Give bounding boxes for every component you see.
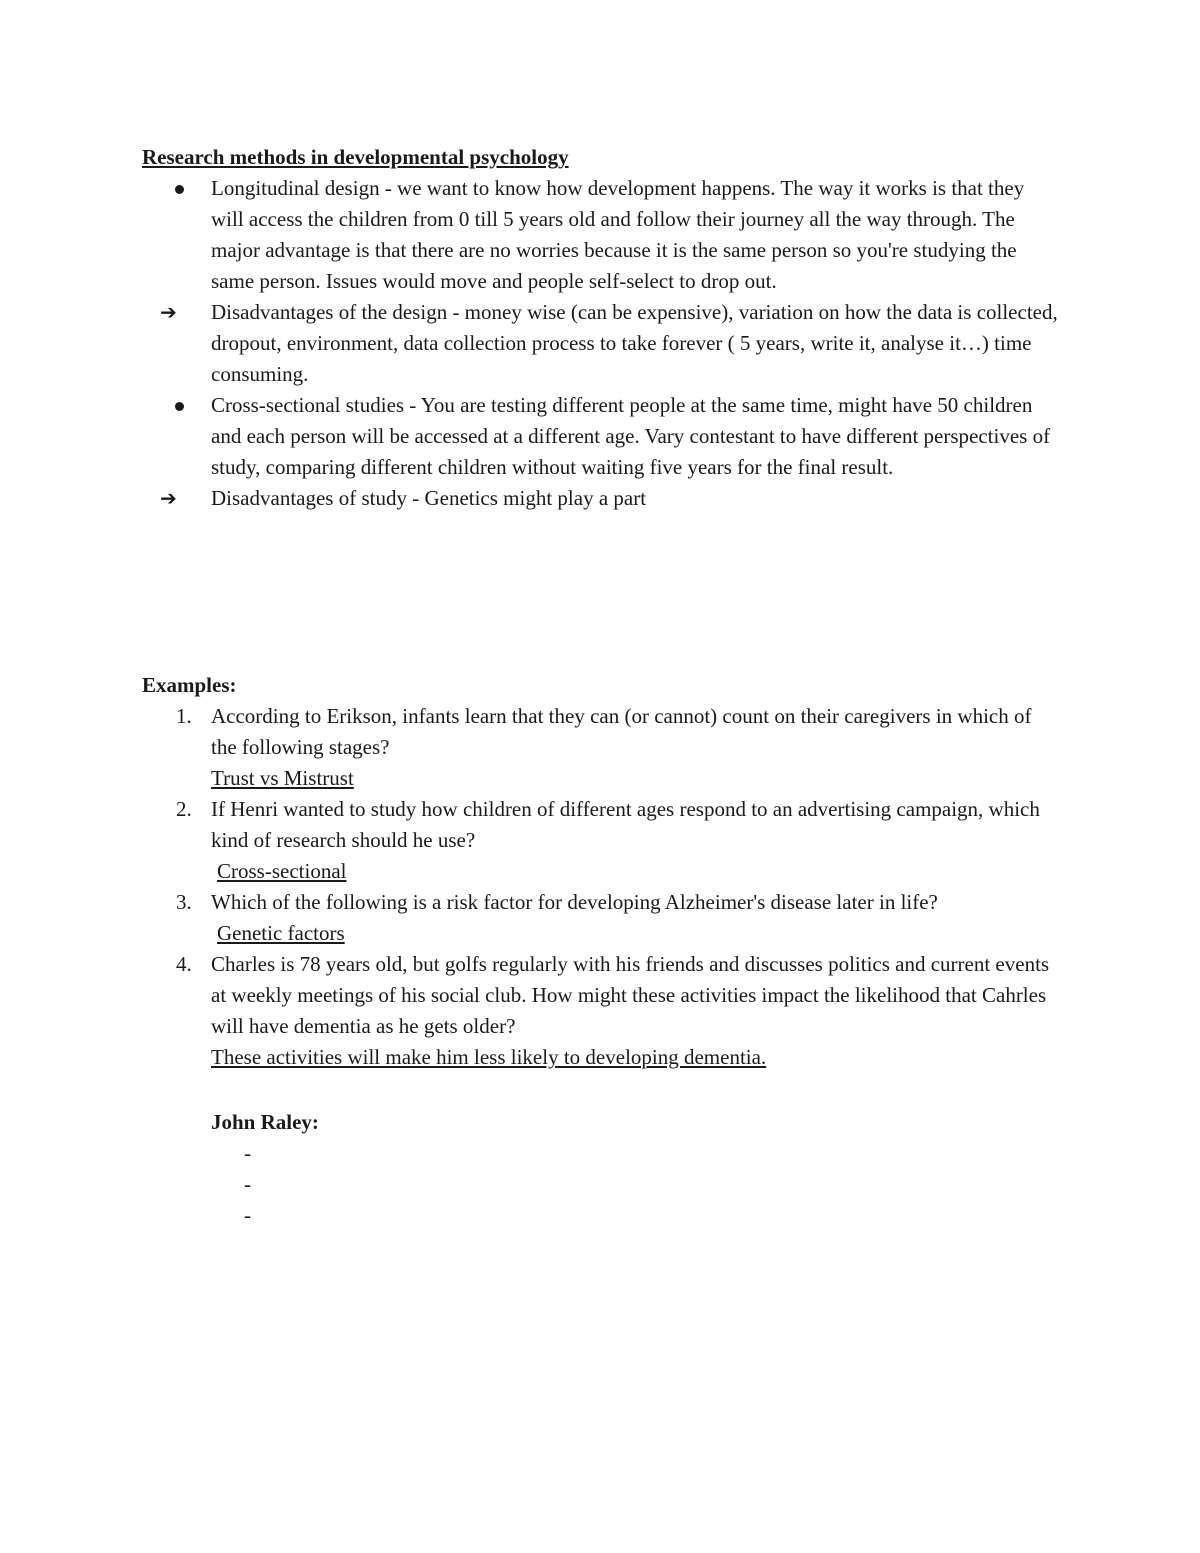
examples-list — [142, 701, 1062, 1073]
example-question: Which of the following is a risk factor for developing Alzheimer's disease later in life? — [211, 890, 938, 914]
item-number: 2. — [176, 797, 192, 821]
dash-item: - — [244, 1203, 251, 1227]
example-question: If Henri wanted to study how children of different ages respond to an advertising campaign, which kind of research should he use? — [211, 797, 1040, 852]
item-number: 1. — [176, 704, 192, 728]
john-raley-list — [244, 1138, 251, 1231]
list-item-text: Longitudinal design - we want to know how development happens. The way it works is that they will access the children from 0 till 5 years old and follow their journey all the way through. The major advantage is that there are no worries because it is the same person so you're studying the same person. Issues would move and people self-select to drop out. — [211, 176, 1025, 293]
arrow-icon: ➔ — [160, 300, 177, 324]
example-answer: These activities will make him less likely to developing dementia. — [211, 1045, 767, 1069]
list-item-text: Disadvantages of study - Genetics might play a part — [211, 486, 647, 510]
research-methods-list — [142, 173, 1062, 514]
dash-item: - — [244, 1172, 251, 1196]
example-answer: Trust vs Mistrust — [211, 766, 354, 790]
list-item-text: Cross-sectional studies - You are testing different people at the same time, might have 50 children and each person will be accessed at a different age. Vary contestant to have different perspectives of study, comparing different children without waiting five years for the final result. — [211, 393, 1051, 479]
example-answer: Genetic factors — [217, 921, 345, 945]
dash-item: - — [244, 1141, 251, 1165]
examples-heading: Examples: — [142, 673, 237, 697]
example-question: According to Erikson, infants learn that they can (or cannot) count on their caregivers in which of the following stages? — [211, 704, 1032, 759]
example-item — [142, 887, 1062, 949]
example-question: Charles is 78 years old, but golfs regularly with his friends and discusses politics and current events at weekly meetings of his social club. How might these activities impact the likelihood that Cahrles will have dementia as he gets older? — [211, 952, 1050, 1038]
item-number: 4. — [176, 952, 192, 976]
example-item — [142, 794, 1062, 887]
list-item — [142, 297, 1062, 390]
example-item — [142, 949, 1062, 1073]
item-number: 3. — [176, 890, 192, 914]
section-heading: Research methods in developmental psychology — [142, 145, 569, 169]
example-answer: Cross-sectional — [217, 859, 347, 883]
john-raley-heading: John Raley: — [211, 1110, 319, 1134]
list-item-text: Disadvantages of the design - money wise (can be expensive), variation on how the data is collected, dropout, environment, data collection process to take forever ( 5 years, write it, analyse it…) time consuming. — [211, 300, 1058, 386]
arrow-icon: ➔ — [160, 486, 177, 510]
example-item — [142, 701, 1062, 794]
list-item — [142, 173, 1062, 297]
list-item — [142, 390, 1062, 483]
list-item — [142, 483, 1062, 514]
